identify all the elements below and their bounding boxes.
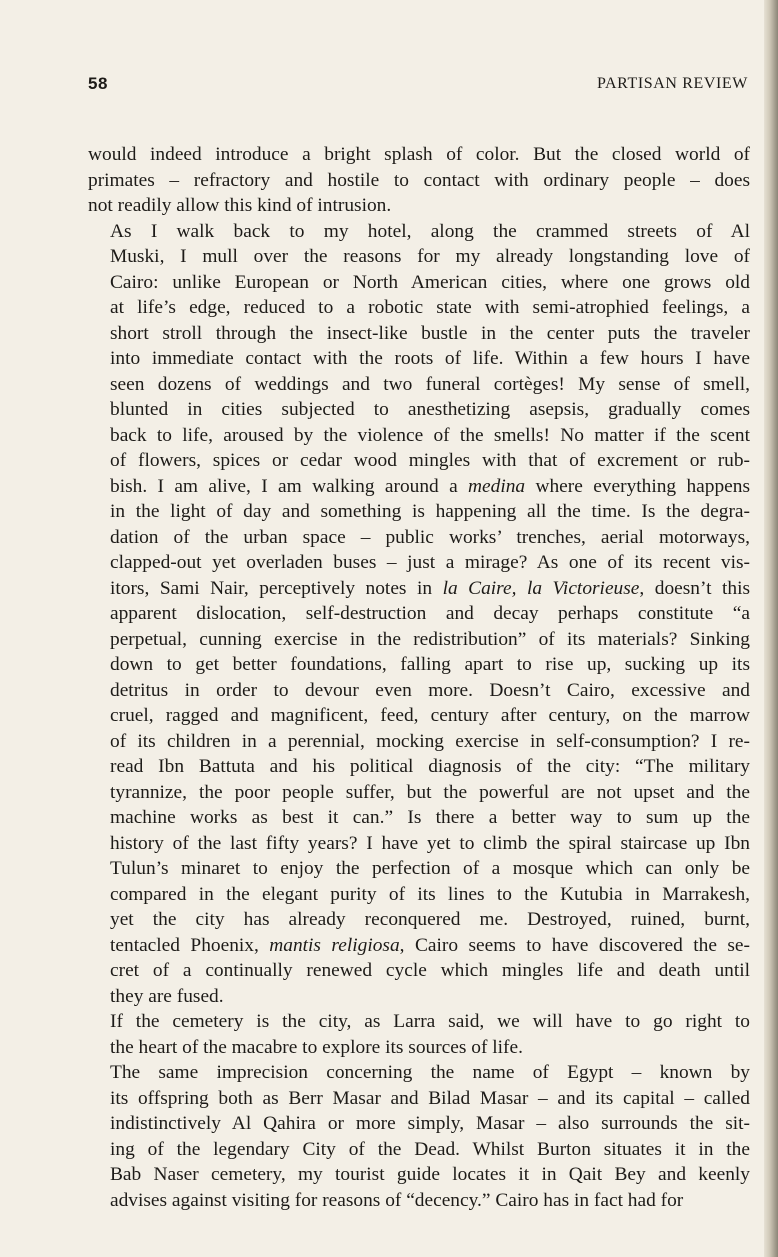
text-line: As I walk back to my hotel, along the crammed streets of Al [110,220,750,242]
text-line: machine works as best it can.” Is there a better way to sum up the [110,807,750,828]
text-line: seen dozens of weddings and two funeral cortèges! My sense of smell, [110,373,750,395]
text-line: detritus in order to devour even more. Doesn’t Cairo, excessive and [110,679,750,701]
text-line: If the cemetery is the city, as Larra said, we will have to go right to [110,1011,750,1032]
text-line: at life’s edge, reduced to a robotic state with semi-atrophied feelings, a [110,297,750,318]
text-line: Cairo: unlike European or North American cities, where one grows old [110,271,750,293]
text-line: dation of the urban space – public works’ trenches, aerial motorways, [110,526,750,548]
page-header [88,74,748,98]
text-line: perpetual, cunning exercise in the redistribution” of its materials? Sinking [110,628,750,650]
text-line: they are fused. [110,985,224,1007]
text-line: cret of a continually renewed cycle which mingles life and death until [110,960,750,981]
text-line: ing of the legendary City of the Dead. Whilst Burton situates it in the [110,1138,750,1160]
text-line: into immediate contact with the roots of life. Within a few hours I have [110,348,750,369]
text-line: blunted in cities subjected to anesthetizing asepsis, gradually comes [110,399,750,420]
text-line: cruel, ragged and magnificent, feed, century after century, on the marrow [110,705,750,726]
text-line: tyrannize, the poor people suffer, but the powerful are not upset and the [110,781,750,803]
text-line: indistinctively Al Qahira or more simply, Masar – also surrounds the sit- [110,1113,750,1134]
text-line: The same imprecision concerning the name of Egypt – known by [110,1062,750,1083]
body-text [88,142,750,1213]
page-number: 58 [88,74,108,93]
paragraph [88,219,750,1010]
paragraph [88,142,750,219]
text-line: apparent dislocation, self-destruction and decay perhaps constitute “a [110,603,750,624]
text-line: Bab Naser cemetery, my tourist guide locates it in Qait Bey and keenly [110,1164,750,1185]
text-line: of its children in a perennial, mocking exercise in self-consumption? I re- [110,730,750,752]
paragraph [88,1009,750,1060]
text-line: not readily allow this kind of intrusion. [88,195,392,216]
running-head: PARTISAN REVIEW [596,75,748,92]
page-edge-shadow [764,0,778,1257]
text-line: of flowers, spices or cedar wood mingles with that of excrement or rub- [110,450,750,471]
text-line: bish. I am alive, I am walking around a medina where everything happens [110,475,751,497]
text-line: read Ibn Battuta and his political diagnosis of the city: “The military [110,756,750,777]
text-line: tentacled Phoenix, mantis religiosa, Cairo seems to have discovered the se- [110,934,750,956]
text-line: down to get better foundations, falling apart to rise up, sucking up its [110,654,750,675]
text-line: itors, Sami Nair, perceptively notes in la Caire, la Victorieuse, doesn’t this [110,577,751,599]
text-line: history of the last fifty years? I have yet to climb the spiral staircase up Ibn [110,832,750,854]
text-line: advises against visiting for reasons of “decency.” Cairo has in fact had for [110,1189,684,1211]
text-line: back to life, aroused by the violence of the smells! No matter if the scent [110,424,750,446]
paragraph [88,1060,750,1213]
text-line: short stroll through the insect-like bustle in the center puts the traveler [110,322,750,344]
text-line: yet the city has already reconquered me. Destroyed, ruined, burnt, [110,909,750,930]
text-line: Muski, I mull over the reasons for my already longstanding love of [110,246,750,267]
text-line: clapped-out yet overladen buses – just a mirage? As one of its recent vis- [110,552,750,573]
text-line: would indeed introduce a bright splash of color. But the closed world of [88,144,750,165]
text-line: compared in the elegant purity of its lines to the Kutubia in Marrakesh, [110,883,750,905]
text-line: in the light of day and something is happening all the time. Is the degra- [110,501,750,522]
text-line: primates – refractory and hostile to contact with ordinary people – does [88,169,750,191]
text-line: the heart of the macabre to explore its sources of life. [110,1036,523,1058]
text-line: its offspring both as Berr Masar and Bilad Masar – and its capital – called [110,1087,750,1109]
text-line: Tulun’s minaret to enjoy the perfection of a mosque which can only be [110,858,750,879]
